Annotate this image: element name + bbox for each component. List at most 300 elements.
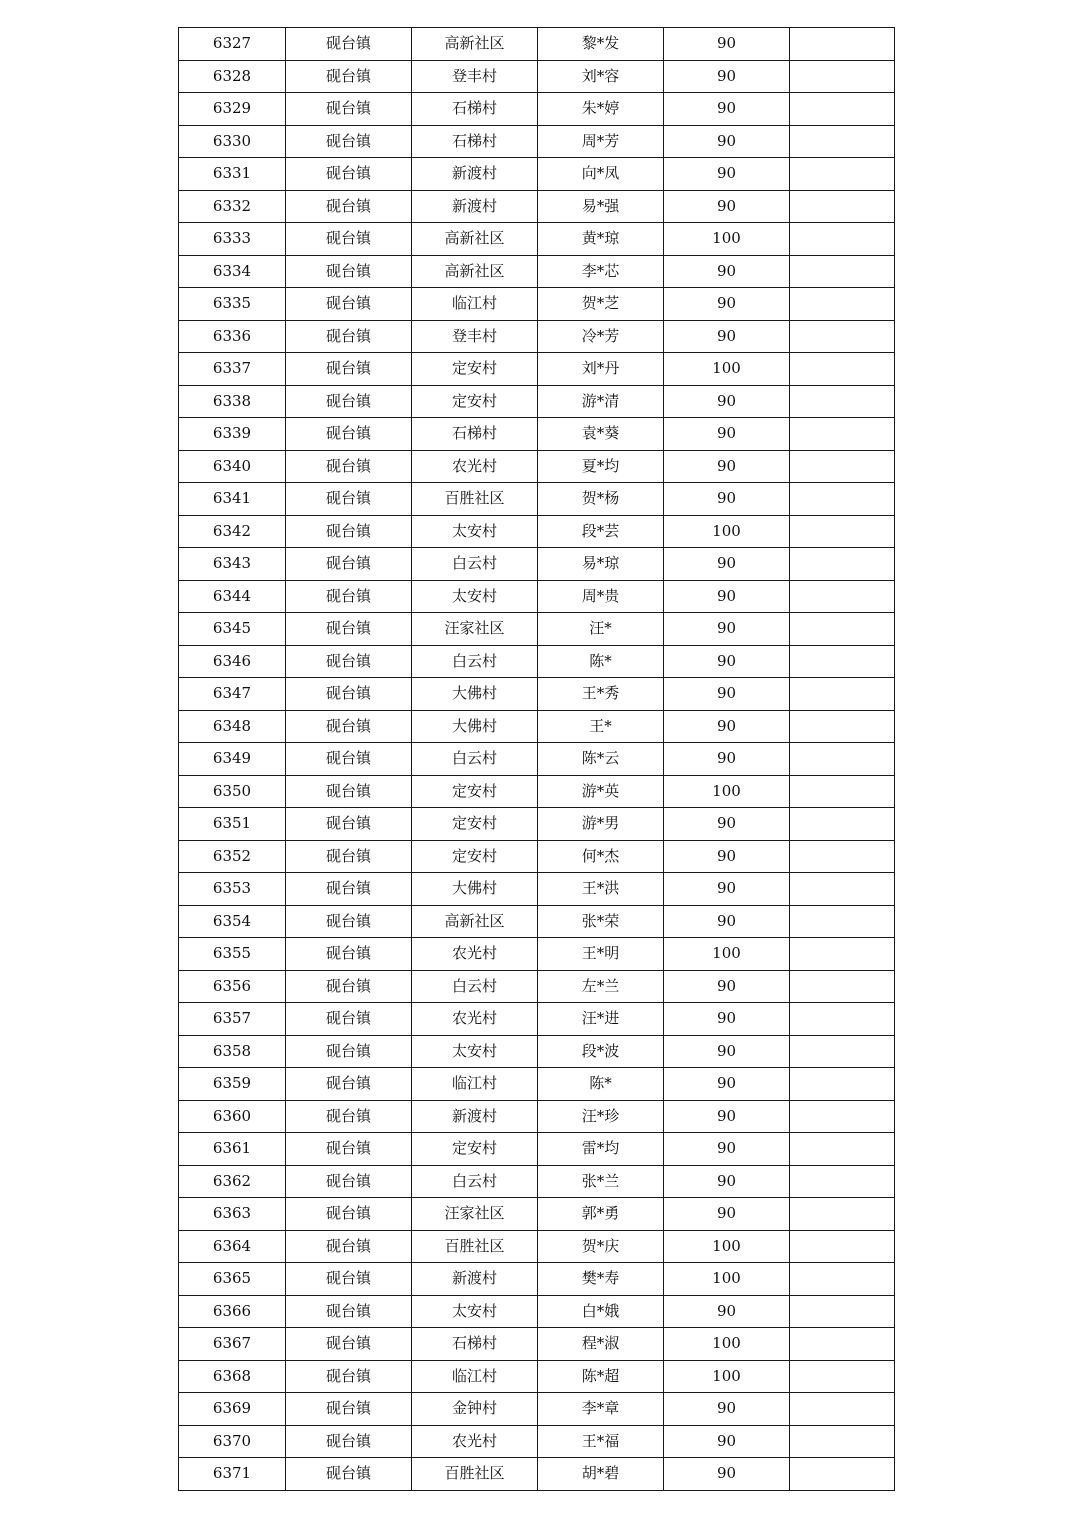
cell-amount: 90: [664, 873, 790, 906]
cell-town: 砚台镇: [286, 385, 412, 418]
cell-name: 黄*琼: [538, 223, 664, 256]
cell-amount: 90: [664, 320, 790, 353]
cell-name: 周*贵: [538, 580, 664, 613]
cell-remark: [790, 255, 895, 288]
table-row: [179, 775, 895, 808]
cell-town: 砚台镇: [286, 1100, 412, 1133]
cell-village: 太安村: [412, 515, 538, 548]
table-row: [179, 1068, 895, 1101]
cell-town: 砚台镇: [286, 288, 412, 321]
cell-number: 6338: [179, 385, 286, 418]
cell-remark: [790, 1295, 895, 1328]
cell-number: 6345: [179, 613, 286, 646]
cell-town: 砚台镇: [286, 775, 412, 808]
cell-amount: 90: [664, 905, 790, 938]
cell-town: 砚台镇: [286, 60, 412, 93]
cell-remark: [790, 450, 895, 483]
cell-name: 汪*珍: [538, 1100, 664, 1133]
cell-amount: 90: [664, 60, 790, 93]
table-row: [179, 613, 895, 646]
cell-amount: 100: [664, 1230, 790, 1263]
cell-name: 段*波: [538, 1035, 664, 1068]
cell-number: 6337: [179, 353, 286, 386]
cell-name: 陈*: [538, 1068, 664, 1101]
table-row: [179, 1393, 895, 1426]
cell-remark: [790, 1393, 895, 1426]
table-row: [179, 938, 895, 971]
cell-village: 汪家社区: [412, 613, 538, 646]
cell-number: 6370: [179, 1425, 286, 1458]
table-row: [179, 1165, 895, 1198]
cell-village: 农光村: [412, 938, 538, 971]
cell-name: 游*清: [538, 385, 664, 418]
cell-amount: 90: [664, 1165, 790, 1198]
cell-number: 6330: [179, 125, 286, 158]
cell-town: 砚台镇: [286, 450, 412, 483]
cell-number: 6348: [179, 710, 286, 743]
cell-village: 百胜社区: [412, 1230, 538, 1263]
cell-number: 6344: [179, 580, 286, 613]
table-row: [179, 1003, 895, 1036]
cell-town: 砚台镇: [286, 1165, 412, 1198]
cell-town: 砚台镇: [286, 873, 412, 906]
cell-town: 砚台镇: [286, 1035, 412, 1068]
cell-amount: 90: [664, 1393, 790, 1426]
table-row: [179, 450, 895, 483]
cell-amount: 90: [664, 548, 790, 581]
cell-number: 6354: [179, 905, 286, 938]
cell-village: 白云村: [412, 1165, 538, 1198]
cell-amount: 90: [664, 808, 790, 841]
cell-village: 定安村: [412, 840, 538, 873]
table-row: [179, 93, 895, 126]
cell-number: 6335: [179, 288, 286, 321]
cell-town: 砚台镇: [286, 743, 412, 776]
cell-name: 何*杰: [538, 840, 664, 873]
cell-name: 刘*容: [538, 60, 664, 93]
table-row: [179, 580, 895, 613]
cell-remark: [790, 125, 895, 158]
cell-name: 程*淑: [538, 1328, 664, 1361]
cell-village: 大佛村: [412, 873, 538, 906]
table-row: [179, 1458, 895, 1491]
cell-name: 易*琼: [538, 548, 664, 581]
table-row: [179, 158, 895, 191]
cell-name: 左*兰: [538, 970, 664, 1003]
cell-number: 6331: [179, 158, 286, 191]
cell-town: 砚台镇: [286, 28, 412, 61]
cell-village: 白云村: [412, 970, 538, 1003]
cell-number: 6362: [179, 1165, 286, 1198]
cell-amount: 100: [664, 938, 790, 971]
table-row: [179, 808, 895, 841]
cell-amount: 100: [664, 515, 790, 548]
cell-amount: 90: [664, 1295, 790, 1328]
cell-remark: [790, 1068, 895, 1101]
table-row: [179, 645, 895, 678]
cell-amount: 90: [664, 1068, 790, 1101]
cell-amount: 90: [664, 450, 790, 483]
cell-village: 百胜社区: [412, 1458, 538, 1491]
cell-town: 砚台镇: [286, 255, 412, 288]
cell-name: 李*芯: [538, 255, 664, 288]
cell-name: 王*: [538, 710, 664, 743]
cell-town: 砚台镇: [286, 710, 412, 743]
cell-remark: [790, 190, 895, 223]
cell-name: 王*明: [538, 938, 664, 971]
cell-remark: [790, 645, 895, 678]
cell-village: 石梯村: [412, 125, 538, 158]
cell-town: 砚台镇: [286, 515, 412, 548]
cell-number: 6328: [179, 60, 286, 93]
cell-name: 冷*芳: [538, 320, 664, 353]
cell-village: 定安村: [412, 1133, 538, 1166]
cell-name: 贺*庆: [538, 1230, 664, 1263]
cell-amount: 90: [664, 645, 790, 678]
cell-number: 6343: [179, 548, 286, 581]
cell-remark: [790, 158, 895, 191]
cell-number: 6364: [179, 1230, 286, 1263]
cell-remark: [790, 1198, 895, 1231]
cell-name: 张*兰: [538, 1165, 664, 1198]
table-row: [179, 223, 895, 256]
cell-number: 6327: [179, 28, 286, 61]
cell-remark: [790, 320, 895, 353]
cell-name: 夏*均: [538, 450, 664, 483]
cell-name: 王*洪: [538, 873, 664, 906]
table-row: [179, 1328, 895, 1361]
cell-remark: [790, 1230, 895, 1263]
cell-amount: 100: [664, 1263, 790, 1296]
cell-name: 汪*: [538, 613, 664, 646]
table-row: [179, 1295, 895, 1328]
cell-remark: [790, 1263, 895, 1296]
cell-town: 砚台镇: [286, 580, 412, 613]
cell-remark: [790, 710, 895, 743]
cell-town: 砚台镇: [286, 970, 412, 1003]
table-row: [179, 1198, 895, 1231]
cell-remark: [790, 353, 895, 386]
cell-amount: 100: [664, 1328, 790, 1361]
cell-village: 登丰村: [412, 60, 538, 93]
cell-amount: 100: [664, 353, 790, 386]
cell-remark: [790, 483, 895, 516]
cell-name: 朱*婷: [538, 93, 664, 126]
cell-amount: 90: [664, 418, 790, 451]
cell-remark: [790, 970, 895, 1003]
cell-number: 6369: [179, 1393, 286, 1426]
cell-village: 新渡村: [412, 190, 538, 223]
table-row: [179, 1263, 895, 1296]
cell-remark: [790, 1458, 895, 1491]
cell-number: 6351: [179, 808, 286, 841]
cell-name: 王*秀: [538, 678, 664, 711]
cell-remark: [790, 1100, 895, 1133]
cell-amount: 90: [664, 678, 790, 711]
cell-amount: 90: [664, 1003, 790, 1036]
cell-amount: 90: [664, 1425, 790, 1458]
cell-village: 白云村: [412, 548, 538, 581]
cell-name: 陈*超: [538, 1360, 664, 1393]
cell-amount: 90: [664, 385, 790, 418]
cell-name: 张*荣: [538, 905, 664, 938]
cell-village: 白云村: [412, 645, 538, 678]
cell-number: 6333: [179, 223, 286, 256]
cell-village: 高新社区: [412, 28, 538, 61]
cell-number: 6352: [179, 840, 286, 873]
table-row: [179, 905, 895, 938]
table-row: [179, 970, 895, 1003]
cell-name: 周*芳: [538, 125, 664, 158]
cell-number: 6363: [179, 1198, 286, 1231]
cell-number: 6349: [179, 743, 286, 776]
cell-name: 樊*寿: [538, 1263, 664, 1296]
cell-amount: 90: [664, 1035, 790, 1068]
cell-name: 王*福: [538, 1425, 664, 1458]
cell-amount: 90: [664, 1133, 790, 1166]
cell-number: 6356: [179, 970, 286, 1003]
cell-remark: [790, 743, 895, 776]
cell-remark: [790, 93, 895, 126]
cell-village: 新渡村: [412, 158, 538, 191]
cell-number: 6329: [179, 93, 286, 126]
table-row: [179, 548, 895, 581]
cell-amount: 90: [664, 1100, 790, 1133]
table-row: [179, 873, 895, 906]
cell-remark: [790, 515, 895, 548]
cell-village: 高新社区: [412, 905, 538, 938]
cell-village: 百胜社区: [412, 483, 538, 516]
cell-amount: 90: [664, 93, 790, 126]
cell-town: 砚台镇: [286, 1263, 412, 1296]
table-row: [179, 60, 895, 93]
cell-number: 6358: [179, 1035, 286, 1068]
cell-name: 游*英: [538, 775, 664, 808]
cell-amount: 100: [664, 1360, 790, 1393]
cell-amount: 90: [664, 970, 790, 1003]
table-row: [179, 1230, 895, 1263]
cell-amount: 90: [664, 288, 790, 321]
cell-village: 临江村: [412, 288, 538, 321]
cell-amount: 90: [664, 255, 790, 288]
cell-town: 砚台镇: [286, 1003, 412, 1036]
cell-name: 向*凤: [538, 158, 664, 191]
cell-name: 袁*葵: [538, 418, 664, 451]
table-row: [179, 1100, 895, 1133]
cell-amount: 90: [664, 743, 790, 776]
cell-number: 6355: [179, 938, 286, 971]
cell-name: 贺*芝: [538, 288, 664, 321]
cell-number: 6340: [179, 450, 286, 483]
table-row: [179, 125, 895, 158]
cell-name: 刘*丹: [538, 353, 664, 386]
table-row: [179, 1360, 895, 1393]
cell-town: 砚台镇: [286, 190, 412, 223]
cell-number: 6341: [179, 483, 286, 516]
table-row: [179, 678, 895, 711]
table-row: [179, 710, 895, 743]
table-row: [179, 483, 895, 516]
cell-amount: 90: [664, 580, 790, 613]
cell-village: 太安村: [412, 1295, 538, 1328]
cell-remark: [790, 418, 895, 451]
table-row: [179, 320, 895, 353]
cell-remark: [790, 840, 895, 873]
table-row: [179, 255, 895, 288]
cell-village: 汪家社区: [412, 1198, 538, 1231]
table-row: [179, 28, 895, 61]
cell-village: 农光村: [412, 1003, 538, 1036]
cell-name: 陈*: [538, 645, 664, 678]
cell-town: 砚台镇: [286, 93, 412, 126]
cell-remark: [790, 775, 895, 808]
cell-town: 砚台镇: [286, 905, 412, 938]
table-body: [179, 28, 895, 1491]
cell-town: 砚台镇: [286, 1458, 412, 1491]
cell-village: 定安村: [412, 775, 538, 808]
cell-town: 砚台镇: [286, 1425, 412, 1458]
cell-name: 汪*进: [538, 1003, 664, 1036]
cell-amount: 90: [664, 125, 790, 158]
cell-village: 新渡村: [412, 1100, 538, 1133]
cell-town: 砚台镇: [286, 1133, 412, 1166]
cell-village: 农光村: [412, 1425, 538, 1458]
cell-village: 新渡村: [412, 1263, 538, 1296]
cell-amount: 90: [664, 1458, 790, 1491]
table-row: [179, 385, 895, 418]
cell-name: 游*男: [538, 808, 664, 841]
cell-town: 砚台镇: [286, 808, 412, 841]
cell-amount: 90: [664, 158, 790, 191]
cell-remark: [790, 385, 895, 418]
table-row: [179, 353, 895, 386]
cell-number: 6334: [179, 255, 286, 288]
cell-remark: [790, 873, 895, 906]
cell-number: 6346: [179, 645, 286, 678]
cell-town: 砚台镇: [286, 678, 412, 711]
cell-town: 砚台镇: [286, 223, 412, 256]
cell-village: 临江村: [412, 1068, 538, 1101]
cell-remark: [790, 1165, 895, 1198]
table-row: [179, 1035, 895, 1068]
cell-amount: 100: [664, 775, 790, 808]
cell-village: 临江村: [412, 1360, 538, 1393]
cell-town: 砚台镇: [286, 1198, 412, 1231]
cell-number: 6365: [179, 1263, 286, 1296]
cell-village: 太安村: [412, 580, 538, 613]
cell-amount: 90: [664, 1198, 790, 1231]
cell-remark: [790, 613, 895, 646]
cell-name: 白*娥: [538, 1295, 664, 1328]
cell-village: 石梯村: [412, 93, 538, 126]
cell-amount: 90: [664, 613, 790, 646]
cell-village: 定安村: [412, 808, 538, 841]
cell-name: 贺*杨: [538, 483, 664, 516]
cell-village: 定安村: [412, 385, 538, 418]
cell-town: 砚台镇: [286, 1328, 412, 1361]
cell-number: 6357: [179, 1003, 286, 1036]
cell-number: 6336: [179, 320, 286, 353]
cell-number: 6347: [179, 678, 286, 711]
cell-town: 砚台镇: [286, 1295, 412, 1328]
cell-remark: [790, 28, 895, 61]
cell-village: 石梯村: [412, 418, 538, 451]
cell-village: 登丰村: [412, 320, 538, 353]
cell-name: 胡*碧: [538, 1458, 664, 1491]
cell-town: 砚台镇: [286, 1230, 412, 1263]
cell-name: 雷*均: [538, 1133, 664, 1166]
cell-name: 陈*云: [538, 743, 664, 776]
cell-town: 砚台镇: [286, 125, 412, 158]
cell-village: 农光村: [412, 450, 538, 483]
cell-number: 6366: [179, 1295, 286, 1328]
cell-number: 6367: [179, 1328, 286, 1361]
table-row: [179, 1133, 895, 1166]
table-row: [179, 1425, 895, 1458]
cell-number: 6368: [179, 1360, 286, 1393]
table-row: [179, 288, 895, 321]
cell-number: 6332: [179, 190, 286, 223]
cell-remark: [790, 580, 895, 613]
cell-village: 定安村: [412, 353, 538, 386]
cell-remark: [790, 678, 895, 711]
cell-remark: [790, 1035, 895, 1068]
cell-name: 李*章: [538, 1393, 664, 1426]
cell-village: 高新社区: [412, 223, 538, 256]
cell-amount: 90: [664, 710, 790, 743]
cell-town: 砚台镇: [286, 1360, 412, 1393]
cell-town: 砚台镇: [286, 938, 412, 971]
cell-town: 砚台镇: [286, 613, 412, 646]
cell-remark: [790, 1360, 895, 1393]
cell-number: 6359: [179, 1068, 286, 1101]
cell-amount: 90: [664, 483, 790, 516]
cell-town: 砚台镇: [286, 1068, 412, 1101]
cell-remark: [790, 1328, 895, 1361]
cell-remark: [790, 1003, 895, 1036]
table-row: [179, 418, 895, 451]
cell-village: 太安村: [412, 1035, 538, 1068]
cell-remark: [790, 60, 895, 93]
cell-remark: [790, 1133, 895, 1166]
cell-remark: [790, 223, 895, 256]
cell-village: 白云村: [412, 743, 538, 776]
cell-remark: [790, 1425, 895, 1458]
data-table: [178, 27, 895, 1491]
table-row: [179, 743, 895, 776]
cell-number: 6361: [179, 1133, 286, 1166]
cell-number: 6342: [179, 515, 286, 548]
cell-town: 砚台镇: [286, 353, 412, 386]
cell-town: 砚台镇: [286, 483, 412, 516]
cell-remark: [790, 808, 895, 841]
cell-town: 砚台镇: [286, 418, 412, 451]
table-row: [179, 190, 895, 223]
cell-village: 大佛村: [412, 710, 538, 743]
cell-amount: 90: [664, 28, 790, 61]
cell-remark: [790, 548, 895, 581]
cell-remark: [790, 905, 895, 938]
cell-name: 黎*发: [538, 28, 664, 61]
cell-town: 砚台镇: [286, 158, 412, 191]
cell-town: 砚台镇: [286, 1393, 412, 1426]
cell-village: 金钟村: [412, 1393, 538, 1426]
cell-village: 石梯村: [412, 1328, 538, 1361]
cell-town: 砚台镇: [286, 320, 412, 353]
cell-remark: [790, 288, 895, 321]
cell-village: 大佛村: [412, 678, 538, 711]
cell-town: 砚台镇: [286, 548, 412, 581]
